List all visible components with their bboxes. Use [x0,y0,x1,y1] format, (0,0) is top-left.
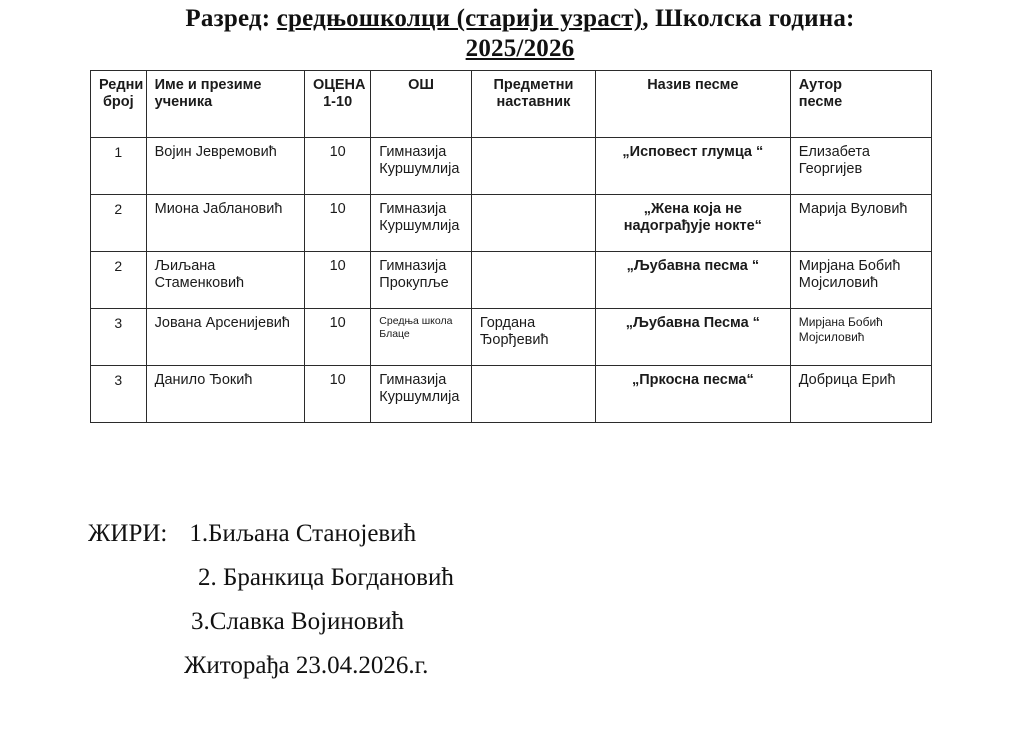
cell-number: 2 [91,195,147,252]
cell-teacher [471,252,595,309]
cell-teacher-line2: Ђорђевић [479,332,549,348]
cell-school [371,366,472,423]
table-row [91,195,932,252]
column-header-teacher-line1: Предметни [493,77,574,93]
cell-student: Војин Јевремовић [146,138,304,195]
cell-teacher [471,138,595,195]
table-row [91,252,932,309]
cell-school-line1: Гимназија [379,144,447,160]
jury-member-2: 2. Бранкица Богдановић [198,564,454,591]
title-school-year: 2025/2026 [465,35,575,62]
cell-school-line2: Блаце [379,328,410,340]
cell-grade: 10 [304,252,370,309]
cell-poem [595,366,790,423]
cell-author [790,195,931,252]
column-header-poem-line1: Назив песме [647,77,739,93]
cell-author-line1: Марија Вуловић [798,201,908,217]
cell-poem-line1: „Пркосна песма“ [631,372,754,388]
cell-student-line1: Љиљана [154,258,216,274]
cell-school [371,195,472,252]
cell-teacher [471,309,595,366]
cell-author [790,366,931,423]
cell-teacher-line1: Гордана [479,315,536,331]
column-header-number [91,71,147,138]
cell-student [146,252,304,309]
column-header-poem [595,71,790,138]
cell-number: 3 [91,366,147,423]
table-row [91,309,932,366]
jury-member-1: 1.Биљана Станојевић [189,520,417,547]
cell-grade: 10 [304,195,370,252]
jury-row-1 [88,512,454,556]
cell-grade: 10 [304,138,370,195]
cell-school-line1: Гимназија [379,201,447,217]
cell-poem [595,138,790,195]
table-header [91,71,932,138]
cell-school-line2: Прокупље [379,275,449,291]
cell-student: Миона Јаблановић [146,195,304,252]
column-header-student-line1: Име и презиме [154,77,262,93]
cell-school [371,252,472,309]
column-header-school [371,71,472,138]
jury-place-date: Житорађа 23.04.2026.г. [184,652,429,679]
cell-author-line2: Георгијев [798,161,863,177]
column-header-author-line1: Аутор [798,77,843,93]
column-header-author [790,71,931,138]
jury-member-3: 3.Славка Војиновић [191,608,404,635]
cell-school-line1: Средња школа [379,315,453,327]
column-header-author-line2: песме [798,94,843,110]
cell-poem [595,309,790,366]
column-header-grade-line2: 1-10 [323,94,353,110]
column-header-school-line1: ОШ [408,77,434,93]
cell-school [371,138,472,195]
column-header-grade-line1: ОЦЕНА [312,77,366,93]
column-header-number-line2: број [102,94,134,110]
cell-poem-line1: „Исповест глумца “ [622,144,764,160]
cell-author-line1: Добрица Ерић [798,372,896,388]
cell-student-line2: Стаменковић [154,275,245,291]
cell-poem-line1: „Љубавна Песма “ [625,315,760,331]
results-table [90,70,932,423]
table-row [91,366,932,423]
column-header-grade [304,71,370,138]
cell-poem-line2: надограђује нокте“ [623,218,762,234]
cell-poem-line1: „Жена која не [643,201,742,217]
cell-author [790,309,931,366]
column-header-student [146,71,304,138]
column-header-teacher-line2: наставник [496,94,571,110]
title-subject: средњошколци (старији узраст) [276,5,643,32]
cell-author-line2: Мојсиловић [798,330,865,344]
cell-number: 2 [91,252,147,309]
cell-poem-line1: „Љубавна песма “ [626,258,760,274]
title-prefix: Разред: [185,5,277,32]
cell-number: 1 [91,138,147,195]
cell-teacher [471,366,595,423]
jury-label: ЖИРИ: [88,520,168,547]
cell-school-line1: Гимназија [379,372,447,388]
column-header-student-line2: ученика [154,94,213,110]
title-line-1 [140,4,900,34]
cell-student: Данило Ђокић [146,366,304,423]
cell-student: Јована Арсенијевић [146,309,304,366]
title-line-2 [140,34,900,64]
cell-author-line1: Елизабета [798,144,870,160]
jury-block [88,512,454,688]
cell-author-line2: Мојсиловић [798,275,879,291]
cell-school-line1: Гимназија [379,258,447,274]
cell-school-line2: Куршумлија [379,161,460,177]
cell-author [790,138,931,195]
column-header-teacher [471,71,595,138]
table-body [91,138,932,423]
column-header-number-line1: Редни [99,77,144,93]
page-title [140,4,900,64]
cell-school-line2: Куршумлија [379,218,460,234]
cell-poem [595,195,790,252]
cell-author [790,252,931,309]
cell-grade: 10 [304,366,370,423]
cell-author-line1: Мирјана Бобић [798,258,901,274]
title-middle: , Школска година: [642,5,855,32]
cell-grade: 10 [304,309,370,366]
cell-teacher [471,195,595,252]
cell-author-line1: Мирјана Бобић [798,315,883,329]
cell-number: 3 [91,309,147,366]
cell-school [371,309,472,366]
cell-poem [595,252,790,309]
table-row [91,138,932,195]
cell-school-line2: Куршумлија [379,389,460,405]
table-header-row [91,71,932,138]
